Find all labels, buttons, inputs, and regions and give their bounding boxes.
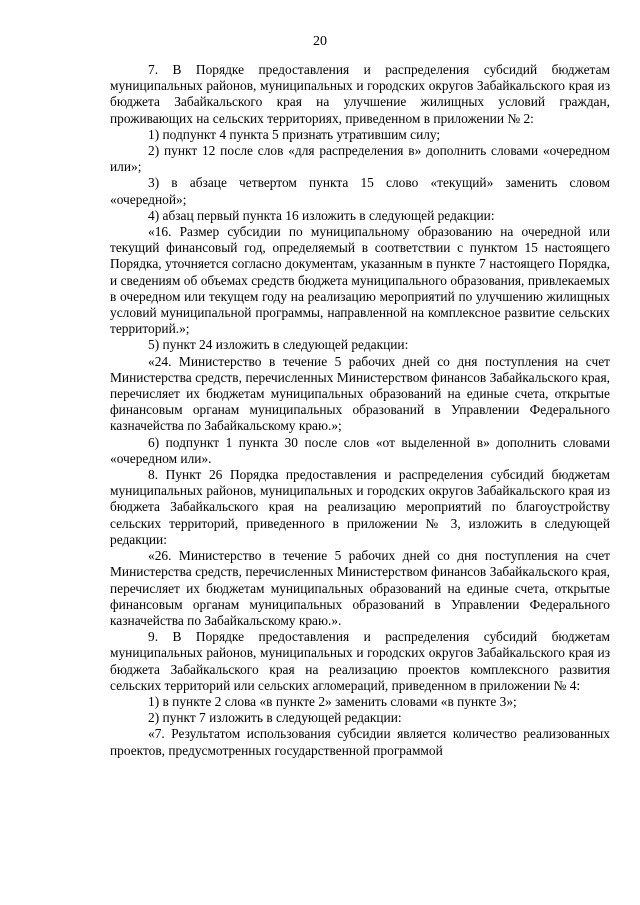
paragraph-item-9: 9. В Порядке предоставления и распределения субсидий бюджетам муниципальных районов, муниципальных и городских округов Забайкальского края из бюджета Забайкальского края на реализацию проектов комплексного развития сельских территорий или сельских агломераций, приведенном в приложении № 4: <box>110 629 610 693</box>
paragraph-item-7: 7. В Порядке предоставления и распределения субсидий бюджетам муниципальных районов, муниципальных и городских округов Забайкальского края из бюджета Забайкальского края на улучшение жилищных условий граждан, проживающих на сельских территориях, приведенном в приложении № 2: <box>110 62 610 126</box>
paragraph-sub-4: 4) абзац первый пункта 16 изложить в следующей редакции: <box>148 207 495 223</box>
paragraph-quote-26: «26. Министерство в течение 5 рабочих дней со дня поступления на счет Министерства средств, перечисленных Министерством финансов Забайкальского края, перечисляет их бюджетам муниципальных образований на единые счета, открытые финансовым органам муниципальных образований в Управлении Федерального казначейства по Забайкальскому краю.». <box>110 548 610 628</box>
paragraph-sub-9-2: 2) пункт 7 изложить в следующей редакции: <box>148 710 402 726</box>
paragraph-sub-2: 2) пункт 12 после слов «для распределения в» дополнить словами «очередном или»; <box>110 143 610 175</box>
paragraph-quote-24: «24. Министерство в течение 5 рабочих дней со дня поступления на счет Министерства средств, перечисленных Министерством финансов Забайкальского края, перечисляет их бюджетам муниципальных образований на единые счета, открытые финансовым органам муниципальных образований в Управлении Федерального казначейства по Забайкальскому краю.»; <box>110 353 610 434</box>
paragraph-sub-5: 5) пункт 24 изложить в следующей редакции: <box>148 337 409 353</box>
document-body <box>110 62 610 759</box>
paragraph-quote-16: «16. Размер субсидии по муниципальному образованию на очередной или текущий финансовый год, определяемый в соответствии с пунктом 15 настоящего Порядка, уточняется согласно документам, указанным в пункте 7 настоящего Порядка, и сведениям об объемах средств бюджета муниципального образования, привлекаемых в очередном или текущем году на реализацию мероприятий по улучшению жилищных условий муниципальной программы, направленной на комплексное развитие сельских территорий.»; <box>110 224 610 337</box>
paragraph-sub-1: 1) подпункт 4 пункта 5 признать утратившим силу; <box>148 126 441 142</box>
paragraph-item-8: 8. Пункт 26 Порядка предоставления и распределения субсидий бюджетам муниципальных районов, муниципальных и городских округов Забайкальского края из бюджета Забайкальского края на реализацию мероприятий по благоустройству сельских территорий, приведенного в приложении № 3, изложить в следующей редакции: <box>110 467 610 547</box>
page-number: 20 <box>313 34 327 49</box>
paragraph-sub-3: 3) в абзаце четвертом пункта 15 слово «текущий» заменить словом «очередной»; <box>110 175 610 207</box>
paragraph-sub-9-1: 1) в пункте 2 слова «в пункте 2» заменить словами «в пункте 3»; <box>148 693 517 709</box>
paragraph-quote-7: «7. Результатом использования субсидии является количество реализованных проектов, предусмотренных государственной программой <box>110 726 610 758</box>
paragraph-sub-6: 6) подпункт 1 пункта 30 после слов «от выделенной в» дополнить словами «очередном или». <box>110 434 610 466</box>
